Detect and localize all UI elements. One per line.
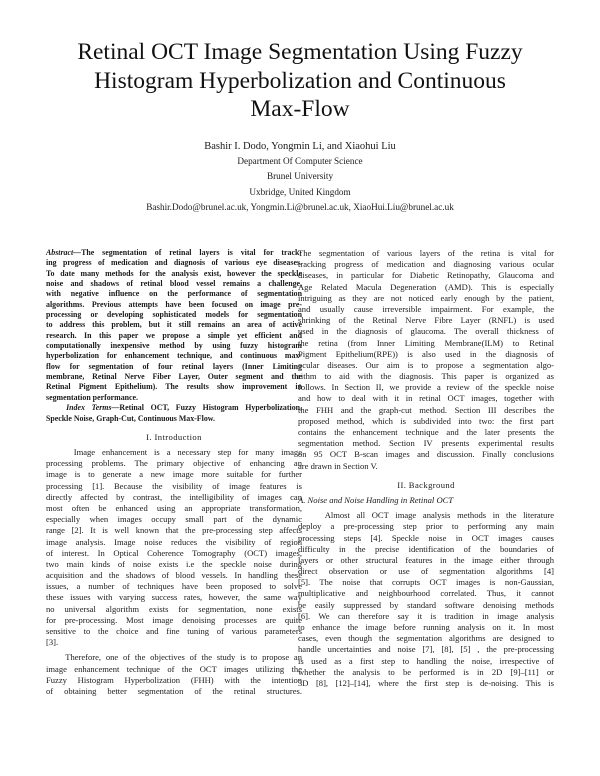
index-terms-label: Index Terms—	[66, 403, 120, 413]
text-line: acquisition and the shadows of blood vessels. In handling these	[46, 570, 302, 581]
text-line: especially when images occupy small part of the dynamic	[46, 514, 302, 525]
text-line: ocular diseases. Our aim is to propose a segmentation algo-	[298, 359, 554, 370]
text-line: Pigment Epithelium(RPE)) is also used in the diagnosis of	[298, 348, 554, 359]
section-heading: I. Introduction	[146, 431, 202, 442]
text-line: shrinking of the Retinal Nerve Fibre Layer (RNFL) is used	[298, 315, 554, 326]
text-line: [5]. The noise that corrupts OCT images is non-Gaussian,	[298, 577, 554, 588]
abstract-line: Abstract—The segmentation of retinal layers is vital for track-	[46, 248, 302, 257]
text-line: Image enhancement is a necessary step for many image	[73, 447, 302, 458]
paper-title	[40, 38, 560, 124]
text-line: are drawn in Section V.	[298, 460, 378, 471]
text-line: range [2]. It is well known that the pre-processing step affects	[46, 525, 302, 536]
abstract-line: to address this problem, but it still remains an area of active	[46, 320, 302, 330]
title-line: Retinal OCT Image Segmentation Using Fuzzy	[77, 39, 523, 65]
abstract-line: To date many methods for the analysis exist, however the speckle	[46, 268, 302, 278]
background-paragraph	[298, 510, 554, 689]
text-line: processing problems. The primary objective of enhancing an	[46, 458, 302, 469]
text-line: intriguing as they are not noticed early enough by the patient,	[298, 292, 554, 303]
title-line: Histogram Hyperbolization and Continuous	[94, 67, 506, 94]
text-line: 3D [8], [12]–[14], where the first step is de-noising. This is	[298, 677, 554, 688]
text-line: most often be enhanced using an appropriate transformation,	[46, 502, 302, 513]
text-line: sensitive to the choice and fine tuning of various parameters	[46, 626, 302, 637]
university: Brunel University	[266, 171, 334, 182]
text-line: Almost all OCT image analysis methods in the literature	[324, 510, 555, 521]
index-terms-line: Index Terms—Retinal OCT, Fuzzy Histogram Hyperbolization,	[66, 403, 303, 413]
intro-paragraph-2	[46, 652, 302, 697]
subsection-heading: A. Noise and Noise Handling in Retinal OCT	[298, 494, 454, 505]
text-line: and usually cause irreversible impairment. For example, the	[298, 303, 554, 314]
text-line: layers or other structural features in the image either through	[298, 554, 554, 565]
abstract-line: segmentation performance.	[46, 392, 139, 402]
text-line: Fuzzy Histogram Hyperbolization (FHH) with the intention	[46, 674, 302, 685]
text-line: diseases, in particular for Diabetic Retinopathy, Glaucoma and	[298, 270, 554, 281]
abstract-line: ing progress of medication and diagnosis of various eye diseases.	[46, 258, 302, 268]
text-line: proposed method, which is subdivided into two: the first part	[298, 415, 554, 426]
text-line: be easily suppressed by standard software denoising methods	[298, 599, 554, 610]
abstract-line: with negative influence on the performance of segmentation	[46, 289, 302, 299]
text-line: deploy a pre-processing step prior to performing any main	[298, 521, 554, 532]
text-line: on 95 OCT B-scan images and discussion. Finally conclusions	[298, 449, 554, 460]
text-line: of obtaining better segmentation of the retinal structures.	[46, 685, 302, 696]
abstract-line: flow for segmentation of four retinal layers (Inner Limiting	[46, 361, 302, 371]
index-terms-line: Speckle Noise, Graph-Cut, Continuous Max-Flow.	[46, 413, 216, 423]
abstract-line: processing or developing sophisticated models for segmentation	[46, 310, 302, 320]
text-line: [3].	[46, 637, 59, 648]
abstract-line: research. In this paper we propose a simple yet efficient and	[46, 330, 302, 340]
author-emails: Bashir.Dodo@brunel.ac.uk, Yongmin.Li@brunel.ac.uk, XiaoHui.Liu@brunel.ac.uk	[146, 201, 454, 212]
text-line: image enhancement technique of the OCT images utilizing the	[46, 663, 302, 674]
abstract-line: membrane, Retinal Nerve Fiber Layer, Outer segment and the	[46, 372, 302, 382]
text-line: no universal algorithm exists for segmentation, none exists	[46, 603, 302, 614]
text-line: processing [1]. Because the visibility of image features is	[46, 480, 302, 491]
text-line: the retina (from Inner Limiting Membrane(ILM) to Retinal	[298, 337, 554, 348]
author-block	[40, 140, 560, 215]
abstract-label: Abstract—	[46, 248, 82, 257]
text-line: Therefore, one of the objectives of the study is to propose an	[65, 652, 303, 663]
text-line: multiplicative and neighbourhood correlated. Thus, it cannot	[298, 588, 554, 599]
text-line: these issues with varying success rates, however, the same way	[46, 592, 302, 603]
abstract-line: noise and shadows of retinal blood vessel remains a challenge,	[46, 279, 302, 289]
intro-paragraph-3	[298, 248, 554, 472]
abstract-line: Retinal Pigment Epithelium). The results show improvement in	[46, 382, 302, 392]
text-line: image is to generate a new image more suitable for further	[46, 469, 302, 480]
text-line: direct observation or use of segmentation algorithms [4]	[298, 566, 554, 577]
abstract-line: algorithms. Previous attempts have been focused on image pre-	[46, 299, 302, 309]
text-line: and how to deal with it in retinal OCT images, together with	[298, 393, 554, 404]
text-line: used in the diagnosis of glaucoma. The overall thickness of	[298, 326, 554, 337]
text-line: cases, even though the segmentation algorithms are designed to	[298, 633, 554, 644]
text-line: [6]. We can therefore say it is tradition in image analysis	[298, 610, 554, 621]
intro-paragraph-1	[46, 447, 302, 648]
text-line: directly affected by contrast, the intelligibility of images can	[46, 491, 302, 502]
text-line: The segmentation of various layers of the retina is vital for	[298, 248, 554, 258]
text-line: to enhance the image before running analysis on it. In most	[298, 622, 554, 632]
text-line: difficulty in the precise identification of the boundaries of	[298, 543, 554, 554]
location: Uxbridge, United Kingdom	[249, 186, 351, 197]
text-line: handle uncertainties and noise [7], [8], [5] , the pre-processing	[298, 644, 554, 655]
abstract-line: computationally inexpensive method by using fuzzy histogram	[46, 341, 302, 351]
abstract	[46, 248, 302, 424]
author-names: Bashir I. Dodo, Yongmin Li, and Xiaohui Liu	[204, 141, 396, 152]
text-line: issues, a number of techniques have been proposed to solve	[46, 581, 302, 592]
text-line: the FHH and the graph-cut method. Section III describes the	[298, 404, 554, 415]
text-line: Age Related Macula Degeneration (AMD). This is especially	[298, 281, 554, 292]
text-line: tracking progress of medication and diagnosing various ocular	[298, 259, 554, 270]
text-line: for pre-processing. Most image denoising processes are quite	[46, 614, 302, 625]
title-line: Max-Flow	[250, 96, 350, 122]
text-line: whether the analysis to be performed is in 2D [9]–[11] or	[298, 666, 554, 677]
department: Department Of Computer Science	[237, 156, 363, 166]
text-line: processing steps [4]. Speckle noise in OCT images causes	[298, 532, 554, 543]
abstract-line: hyperbolization for enhancement technique, and continuous max-	[46, 351, 302, 361]
text-line: of interest. In Optical Coherence Tomography (OCT) images,	[46, 547, 302, 558]
text-line: is used as a first step to handling the noise, irrespective of	[298, 655, 554, 666]
text-line: segmentation method. Section IV presents experimental results	[298, 438, 554, 449]
text-line: image analysis. Image noise reduces the visibility of region	[46, 536, 302, 547]
text-line: follows. In Section II, we provide a review of the speckle noise	[298, 382, 554, 393]
right-column	[298, 248, 554, 689]
section-heading: II. Background	[397, 479, 455, 490]
left-column	[46, 248, 302, 697]
text-line: rithm to aid with the diagnosis. This paper is organized as	[298, 371, 554, 382]
text-line: contains the enhancement technique and the later presents the	[298, 427, 554, 437]
text-line: two main kinds of noise exists i.e the speckle noise during	[46, 558, 302, 569]
